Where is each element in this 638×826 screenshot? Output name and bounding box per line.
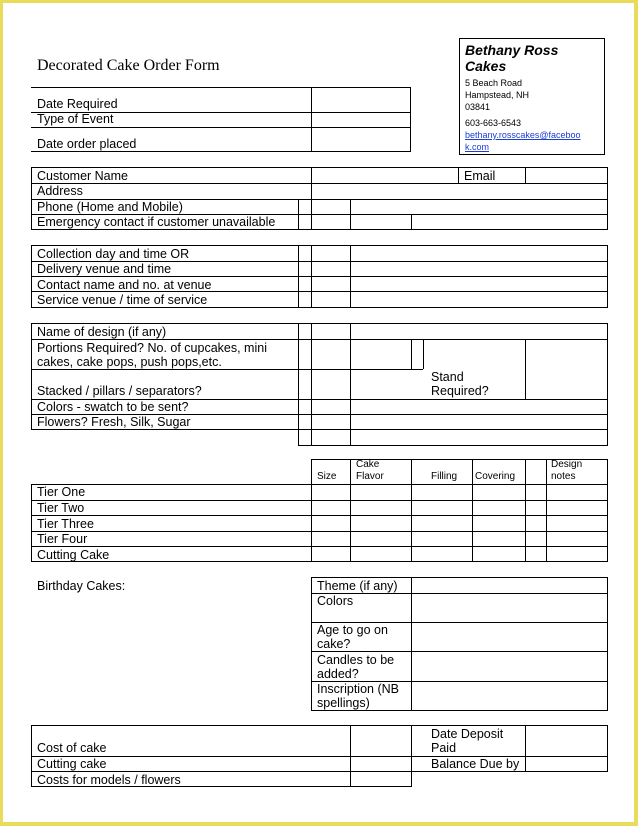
table-rule	[31, 429, 607, 430]
customer-name-label: Customer Name	[37, 169, 128, 183]
table-rule	[607, 323, 608, 446]
table-rule	[31, 500, 607, 501]
table-rule	[411, 459, 412, 562]
cutting-cake-cost-label: Cutting cake	[37, 757, 107, 771]
table-rule	[31, 323, 32, 430]
tier-four-label: Tier Four	[37, 532, 88, 546]
date-required-label: Date Required	[37, 97, 118, 111]
table-rule	[525, 167, 526, 183]
table-rule	[350, 459, 351, 562]
table-rule	[350, 323, 351, 446]
delivery-venue-label: Delivery venue and time	[37, 262, 172, 276]
covering-header: Covering	[475, 471, 516, 482]
table-rule	[31, 167, 32, 230]
cutting-cake-tier-label: Cutting Cake	[37, 548, 110, 562]
table-rule	[298, 445, 607, 446]
flavor-header-line2: Flavor	[356, 471, 384, 482]
table-rule	[31, 229, 607, 230]
table-rule	[607, 725, 608, 772]
business-phone: 603-663-6543	[465, 118, 522, 128]
table-rule	[31, 167, 607, 168]
table-rule	[311, 167, 312, 199]
business-facebook-link-cont[interactable]: k.com	[465, 142, 490, 152]
table-rule	[298, 199, 299, 230]
table-rule	[31, 515, 607, 516]
table-rule	[607, 167, 608, 230]
table-rule	[31, 725, 32, 787]
table-rule	[311, 87, 312, 152]
table-rule	[31, 484, 32, 562]
table-rule	[31, 546, 607, 547]
table-rule	[411, 577, 412, 711]
table-rule	[31, 756, 607, 757]
table-rule	[31, 369, 423, 370]
tier-one-label: Tier One	[37, 485, 86, 499]
table-rule	[472, 459, 473, 562]
table-rule	[31, 725, 607, 726]
order-form-page	[3, 3, 634, 822]
birthday-cakes-label: Birthday Cakes:	[37, 579, 126, 593]
portions-label-line1: Portions Required? No. of cupcakes, mini	[37, 341, 267, 355]
flowers-label: Flowers? Fresh, Silk, Sugar	[37, 415, 191, 429]
table-rule	[31, 561, 607, 562]
table-rule	[31, 531, 607, 532]
table-rule	[31, 87, 411, 88]
table-rule	[607, 459, 608, 562]
emergency-contact-label: Emergency contact if customer unavailable	[37, 215, 276, 229]
portions-label-line2: cakes, cake pops, push pops,etc.	[37, 355, 222, 369]
table-rule	[411, 214, 412, 230]
table-rule	[31, 245, 32, 308]
service-venue-label: Service venue / time of service	[37, 293, 208, 307]
table-rule	[311, 577, 312, 711]
table-rule	[298, 323, 299, 446]
table-rule	[31, 307, 607, 308]
notes-header-line1: Design	[551, 459, 583, 470]
table-rule	[31, 245, 607, 246]
table-rule	[411, 339, 412, 369]
stand-label-line2: Required?	[431, 384, 489, 398]
collection-label: Collection day and time OR	[37, 247, 190, 261]
table-rule	[31, 276, 607, 277]
age-label-line2: cake?	[317, 637, 351, 651]
filling-header: Filling	[431, 471, 458, 482]
table-rule	[311, 199, 312, 230]
business-card	[459, 38, 605, 155]
table-rule	[411, 771, 607, 772]
table-rule	[423, 339, 424, 369]
venue-contact-label: Contact name and no. at venue	[37, 278, 212, 292]
table-rule	[607, 577, 608, 711]
table-rule	[350, 245, 351, 308]
table-rule	[311, 577, 607, 578]
table-rule	[607, 245, 608, 308]
form-title: Decorated Cake Order Form	[37, 57, 220, 74]
cost-of-cake-label: Cost of cake	[37, 741, 107, 755]
candles-label-line1: Candles to be	[317, 653, 395, 667]
table-rule	[311, 710, 607, 711]
notes-header-line2: notes	[551, 471, 576, 482]
table-rule	[546, 459, 547, 562]
business-address-line3: 03841	[465, 102, 491, 112]
table-rule	[410, 87, 411, 152]
table-rule	[31, 127, 411, 128]
stacked-label: Stacked / pillars / separators?	[37, 384, 202, 398]
balance-due-label: Balance Due by	[431, 757, 520, 771]
table-rule	[350, 199, 351, 230]
table-rule	[525, 459, 526, 562]
table-rule	[458, 167, 459, 183]
flavor-header-line1: Cake	[356, 459, 380, 470]
models-cost-label: Costs for models / flowers	[37, 773, 181, 787]
candles-label-line2: added?	[317, 667, 359, 681]
deposit-label-line2: Paid	[431, 741, 457, 755]
table-rule	[311, 459, 312, 562]
stand-label-line1: Stand	[431, 370, 464, 384]
phone-label: Phone (Home and Mobile)	[37, 200, 183, 214]
theme-label: Theme (if any)	[317, 579, 398, 593]
table-rule	[311, 323, 312, 446]
address-label: Address	[37, 184, 83, 198]
table-rule	[311, 651, 607, 652]
size-header: Size	[317, 471, 337, 482]
tier-three-label: Tier Three	[37, 517, 94, 531]
business-address-line2: Hampstead, NH	[465, 90, 530, 100]
table-rule	[31, 339, 607, 340]
table-rule	[31, 323, 607, 324]
table-rule	[350, 725, 351, 787]
tier-two-label: Tier Two	[37, 501, 85, 515]
business-name: Bethany Ross Cakes	[465, 42, 559, 74]
table-rule	[525, 725, 526, 772]
table-rule	[298, 245, 299, 308]
table-rule	[31, 484, 607, 485]
inscription-label-line2: spellings)	[317, 696, 370, 710]
table-rule	[411, 725, 412, 787]
table-rule	[311, 245, 312, 308]
colors-swatch-label: Colors - swatch to be sent?	[37, 400, 189, 414]
birthday-colors-label: Colors	[317, 594, 354, 608]
age-label-line1: Age to go on	[317, 623, 388, 637]
inscription-label-line1: Inscription (NB	[317, 682, 399, 696]
design-name-label: Name of design (if any)	[37, 325, 167, 339]
type-of-event-label: Type of Event	[37, 112, 114, 126]
table-rule	[525, 339, 526, 399]
business-address-line1: 5 Beach Road	[465, 78, 523, 88]
table-rule	[311, 593, 607, 594]
date-order-placed-label: Date order placed	[37, 137, 137, 151]
email-label: Email	[464, 169, 496, 183]
table-rule	[31, 771, 411, 772]
business-facebook-link[interactable]: bethany.rosscakes@faceboo	[465, 130, 581, 140]
table-rule	[31, 183, 607, 184]
table-rule	[31, 151, 411, 152]
deposit-label-line1: Date Deposit	[431, 727, 504, 741]
